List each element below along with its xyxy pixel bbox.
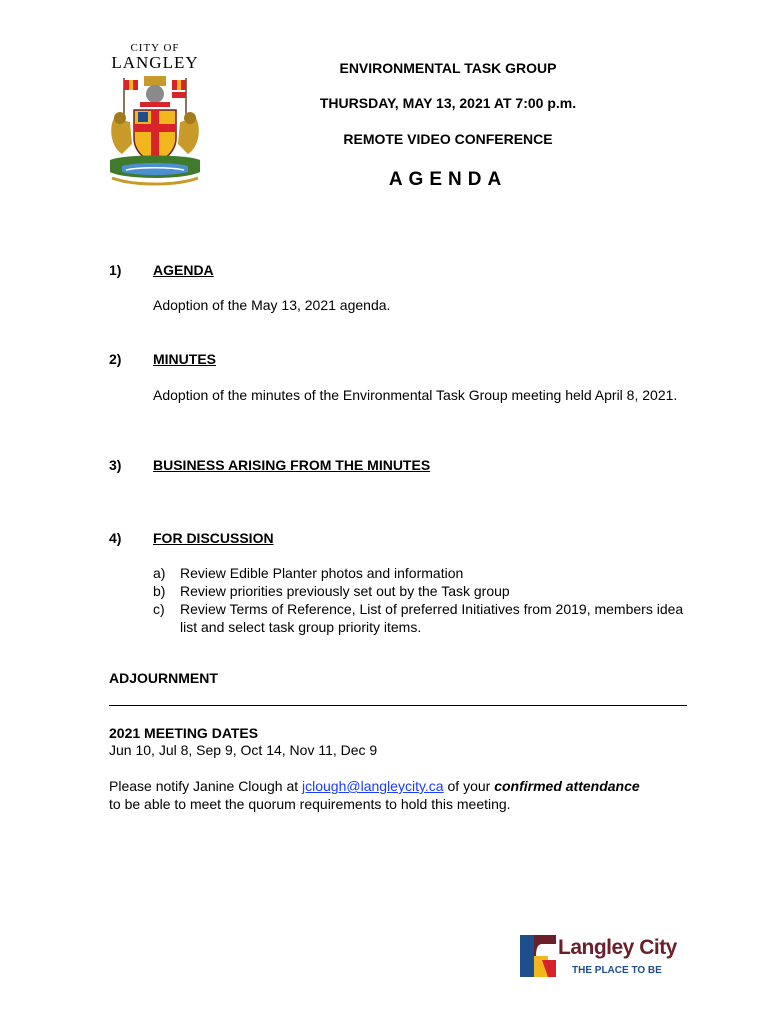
section-number: 1) <box>109 262 122 278</box>
notice-emphasis: confirmed attendance <box>494 778 640 794</box>
header-group-name: ENVIRONMENTAL TASK GROUP <box>339 60 557 76</box>
list-item-text: Review priorities previously set out by the Task group <box>180 583 510 599</box>
meeting-dates-heading: 2021 MEETING DATES <box>109 725 259 741</box>
crest-city-label: CITY OF <box>130 42 180 54</box>
notice-middle: of your <box>443 778 495 794</box>
langley-city-mark-icon <box>518 932 562 980</box>
logo-tagline: THE PLACE TO BE <box>572 965 662 976</box>
page-title: AGENDA <box>388 169 508 190</box>
section-title-for-discussion: FOR DISCUSSION <box>153 530 274 546</box>
email-link[interactable]: jclough@langleycity.ca <box>302 778 444 794</box>
list-marker: c) <box>153 601 165 617</box>
notice-prefix: Please notify Janine Clough at <box>109 778 303 794</box>
section-number: 2) <box>109 351 122 367</box>
list-item <box>153 564 693 582</box>
section-number: 4) <box>109 530 122 546</box>
discussion-list <box>153 564 693 636</box>
list-item <box>153 600 693 636</box>
header-location: REMOTE VIDEO CONFERENCE <box>343 131 553 147</box>
section-title-business-arising: BUSINESS ARISING FROM THE MINUTES <box>153 457 431 473</box>
section-number: 3) <box>109 457 122 473</box>
langley-city-logo <box>518 932 688 980</box>
header-meeting-date: THURSDAY, MAY 13, 2021 AT 7:00 p.m. <box>319 95 577 111</box>
city-crest <box>104 40 206 190</box>
attendance-notice <box>109 777 699 813</box>
adjournment-heading: ADJOURNMENT <box>109 670 218 686</box>
notice-suffix: to be able to meet the quorum requirements to hold this meeting. <box>109 796 511 812</box>
list-marker: a) <box>153 565 166 581</box>
section-body-minutes: Adoption of the minutes of the Environmental Task Group meeting held April 8, 2021. <box>153 387 678 403</box>
logo-name: Langley City <box>558 936 677 959</box>
list-item <box>153 582 693 600</box>
list-marker: b) <box>153 583 166 599</box>
divider <box>109 705 687 706</box>
section-title-minutes: MINUTES <box>153 351 216 367</box>
list-item-text: Review Edible Planter photos and information <box>180 565 464 581</box>
section-title-agenda: AGENDA <box>153 262 214 278</box>
meeting-dates-list: Jun 10, Jul 8, Sep 9, Oct 14, Nov 11, Dec 9 <box>109 742 378 758</box>
crest-city-name: LANGLEY <box>111 53 199 72</box>
list-item-text: Review Terms of Reference, List of preferred Initiatives from 2019, members idea list and select task group priority items. <box>180 601 684 635</box>
section-body-agenda: Adoption of the May 13, 2021 agenda. <box>153 297 391 313</box>
coat-of-arms-icon <box>104 74 206 188</box>
